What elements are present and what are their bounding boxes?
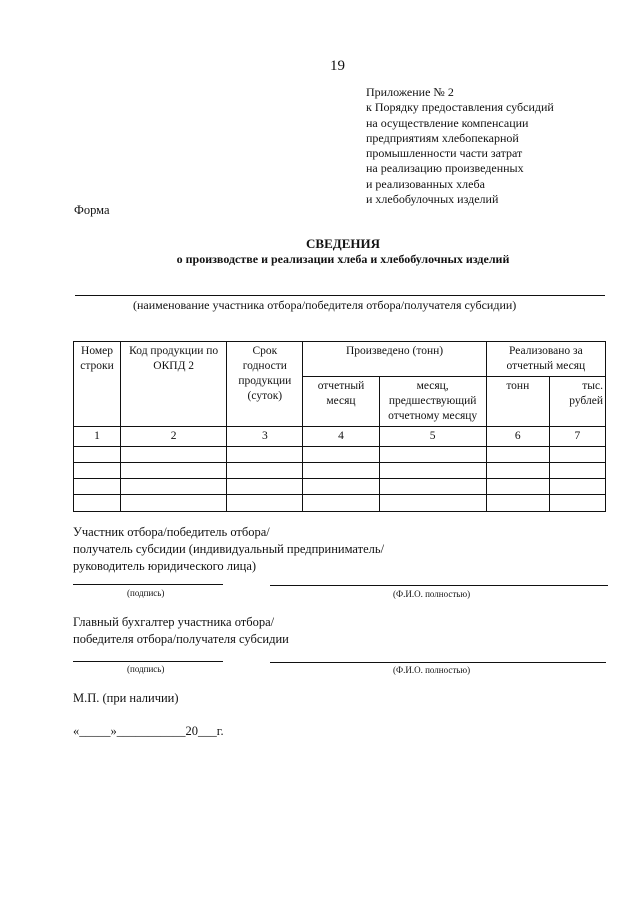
column-number: 6 bbox=[486, 427, 549, 447]
header-sold: Реализовано за отчетный месяц bbox=[486, 342, 605, 377]
table-cell[interactable] bbox=[121, 495, 227, 512]
table-cell[interactable] bbox=[74, 447, 121, 463]
header-okpd-code: Код продукции по ОКПД 2 bbox=[121, 342, 227, 427]
accountant-name-field-line[interactable] bbox=[270, 662, 606, 663]
appendix-line: и реализованных хлеба bbox=[366, 176, 485, 191]
table-cell[interactable] bbox=[486, 495, 549, 512]
table-cell[interactable] bbox=[303, 463, 379, 479]
full-name-caption: (Ф.И.О. полностью) bbox=[393, 589, 471, 599]
table-cell[interactable] bbox=[486, 479, 549, 495]
table-cell[interactable] bbox=[121, 479, 227, 495]
header-produced: Произведено (тонн) bbox=[303, 342, 486, 377]
signature-caption: (подпись) bbox=[127, 588, 165, 598]
signatory-line: получатель субсидии (индивидуальный предприниматель/ bbox=[73, 542, 385, 556]
table-cell[interactable] bbox=[486, 463, 549, 479]
appendix-block bbox=[366, 85, 554, 207]
appendix-line: на реализацию произведенных bbox=[366, 161, 524, 176]
table-cell[interactable] bbox=[549, 479, 605, 495]
participant-name-field-line[interactable] bbox=[270, 585, 608, 586]
table-cell[interactable] bbox=[549, 495, 605, 512]
signatory-line: победителя отбора/получателя субсидии bbox=[73, 632, 289, 646]
table-cell[interactable] bbox=[379, 463, 486, 479]
column-number: 4 bbox=[303, 427, 379, 447]
column-number: 7 bbox=[549, 427, 605, 447]
participant-signatory bbox=[73, 524, 384, 575]
table-cell[interactable] bbox=[303, 495, 379, 512]
table-cell[interactable] bbox=[549, 447, 605, 463]
table-cell[interactable] bbox=[549, 463, 605, 479]
signatory-line: Главный бухгалтер участника отбора/ bbox=[73, 615, 275, 629]
header-reporting-month: отчетный месяц bbox=[303, 377, 379, 427]
column-number: 5 bbox=[379, 427, 486, 447]
document-subtitle: о производстве и реализации хлеба и хлебобулочных изделий bbox=[176, 252, 510, 266]
production-table bbox=[73, 341, 606, 512]
table-cell[interactable] bbox=[227, 479, 303, 495]
appendix-line: на осуществление компенсации bbox=[366, 115, 529, 130]
header-thousand-rubles: тыс. рублей bbox=[549, 377, 605, 427]
appendix-line: к Порядку предоставления субсидий bbox=[366, 100, 554, 115]
table-cell[interactable] bbox=[486, 447, 549, 463]
column-number: 2 bbox=[121, 427, 227, 447]
document-title: СВЕДЕНИЯ bbox=[306, 236, 380, 251]
table-cell[interactable] bbox=[227, 495, 303, 512]
page-number: 19 bbox=[330, 58, 345, 74]
signatory-line: руководитель юридического лица) bbox=[73, 559, 257, 573]
accountant-signatory bbox=[73, 614, 289, 648]
table-cell[interactable] bbox=[303, 447, 379, 463]
header-line-number: Номер строки bbox=[74, 342, 121, 427]
table-row bbox=[74, 463, 606, 479]
header-previous-month: месяц, предшествующий отчетному месяцу bbox=[379, 377, 486, 427]
appendix-line: промышленности части затрат bbox=[366, 146, 523, 161]
column-number: 1 bbox=[74, 427, 121, 447]
participant-name-line[interactable] bbox=[75, 295, 605, 296]
appendix-line: и хлебобулочных изделий bbox=[366, 192, 499, 207]
full-name-caption: (Ф.И.О. полностью) bbox=[393, 665, 471, 675]
table-row bbox=[74, 479, 606, 495]
date-line[interactable]: «_____»___________20___г. bbox=[73, 724, 224, 738]
table-cell[interactable] bbox=[379, 447, 486, 463]
participant-signature-line[interactable] bbox=[73, 584, 223, 585]
table-cell[interactable] bbox=[74, 463, 121, 479]
table-cell[interactable] bbox=[74, 479, 121, 495]
appendix-line: предприятиям хлебопекарной bbox=[366, 130, 519, 145]
table-cell[interactable] bbox=[121, 447, 227, 463]
form-label: Форма bbox=[74, 203, 110, 217]
header-shelf-life: Срок годности продукции (суток) bbox=[227, 342, 303, 427]
table-row bbox=[74, 447, 606, 463]
table-cell[interactable] bbox=[379, 495, 486, 512]
table-cell[interactable] bbox=[121, 463, 227, 479]
signature-caption: (подпись) bbox=[127, 664, 165, 674]
table-cell[interactable] bbox=[227, 447, 303, 463]
appendix-line: Приложение № 2 bbox=[366, 85, 454, 99]
table-cell[interactable] bbox=[379, 479, 486, 495]
header-tons: тонн bbox=[486, 377, 549, 427]
signatory-line: Участник отбора/победитель отбора/ bbox=[73, 525, 270, 539]
column-number: 3 bbox=[227, 427, 303, 447]
table-cell[interactable] bbox=[303, 479, 379, 495]
table-cell[interactable] bbox=[227, 463, 303, 479]
stamp-label: М.П. (при наличии) bbox=[73, 691, 179, 705]
participant-name-caption: (наименование участника отбора/победителя отбора/получателя субсидии) bbox=[133, 298, 517, 312]
table-cell[interactable] bbox=[74, 495, 121, 512]
accountant-signature-line[interactable] bbox=[73, 661, 223, 662]
table-row bbox=[74, 495, 606, 512]
